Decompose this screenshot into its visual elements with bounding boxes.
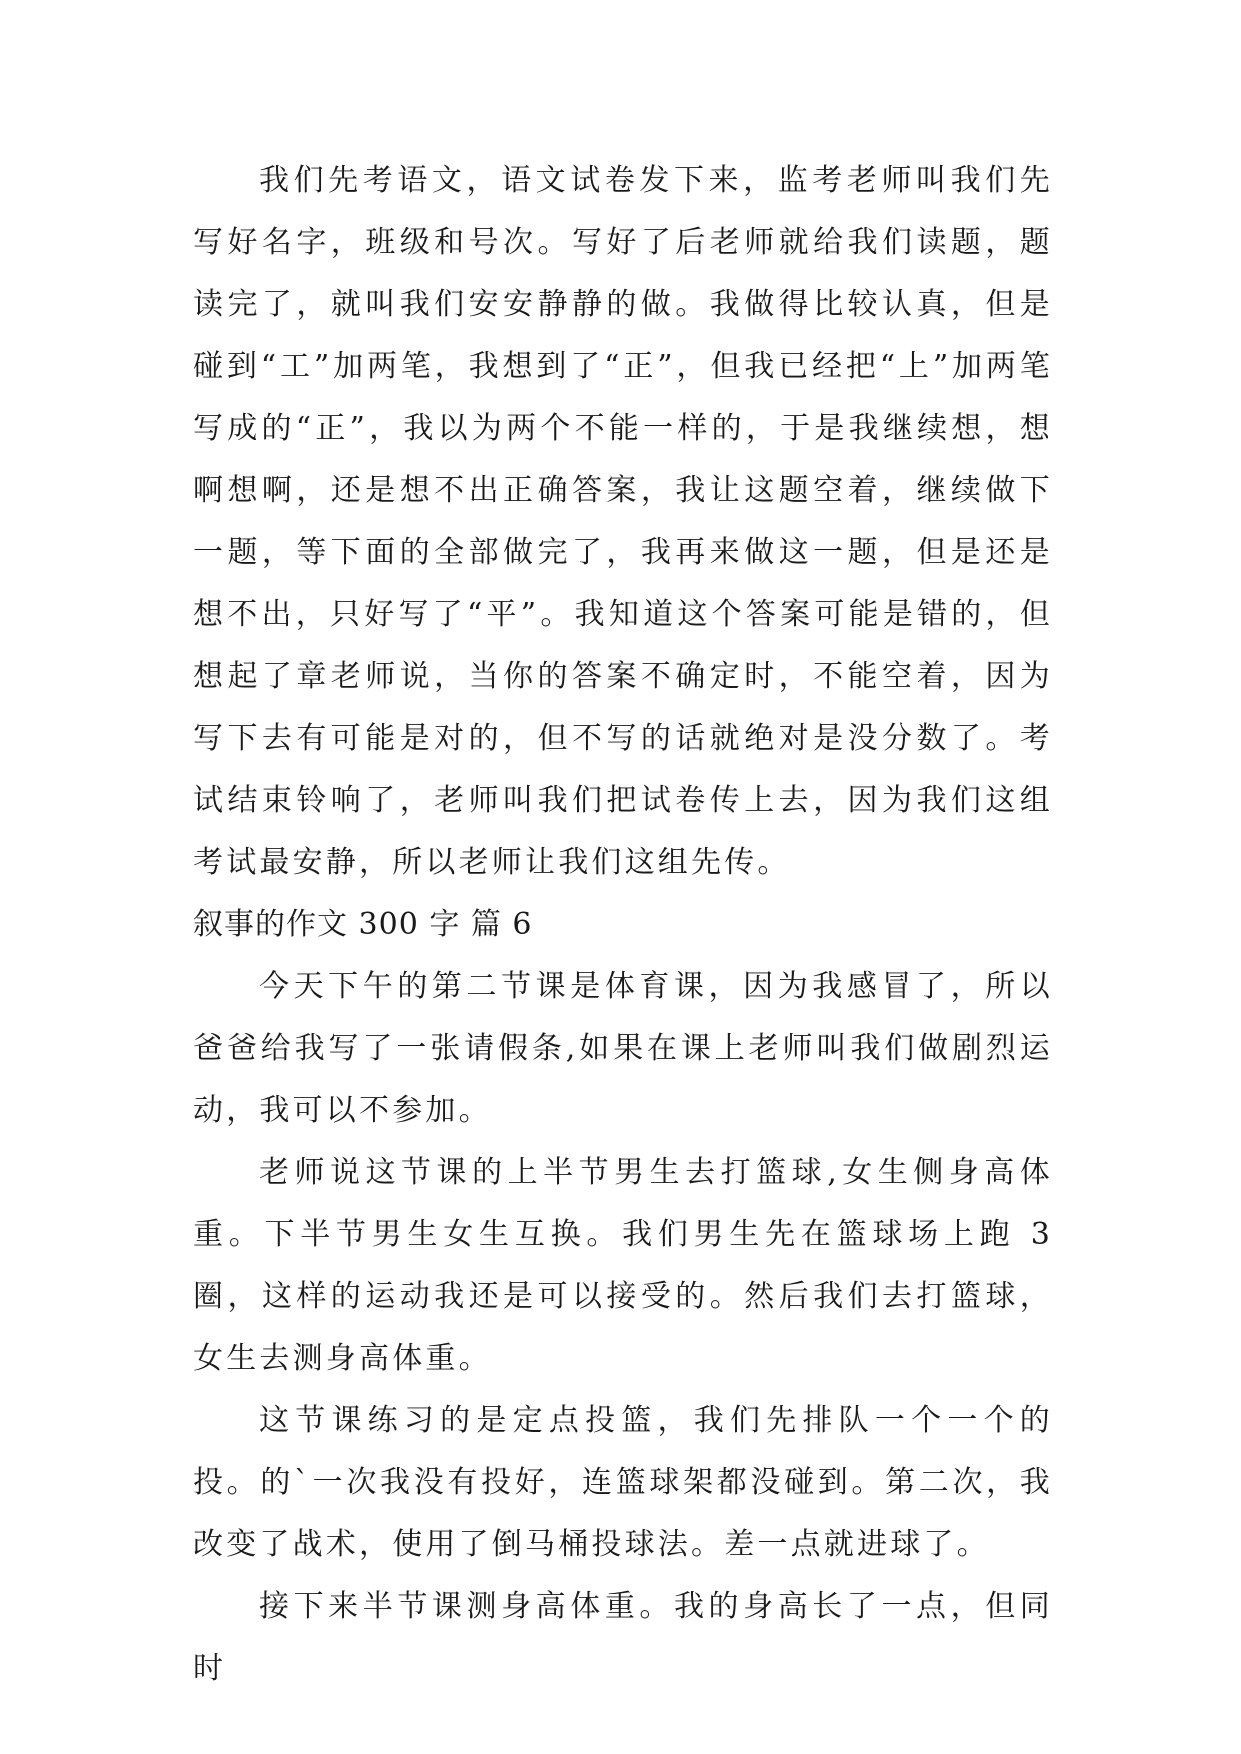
paragraph-pe-class: 今天下午的第二节课是体育课，因为我感冒了，所以爸爸给我写了一张请假条,如果在课上老师叫我们做剧烈运动，我可以不参加。 [193,969,1053,1128]
section-heading: 叙事的作文 300 字 篇 6 [193,907,533,942]
paragraph-measurement: 接下来半节课测身高体重。我的身高长了一点，但同时 [193,1589,1053,1686]
document-body [193,150,1053,1700]
paragraph-shooting-practice: 这节课练习的是定点投篮，我们先排队一个一个的投。的`一次我没有投好，连篮球架都没碰到。第二次，我改变了战术，使用了倒马桶投球法。差一点就进球了。 [193,1403,1053,1562]
paragraph-teacher-plan: 老师说这节课的上半节男生去打篮球,女生侧身高体重。下半节男生女生互换。我们男生先在篮球场上跑 3 圈，这样的运动我还是可以接受的。然后我们去打篮球，女生去测身高体重。 [193,1155,1053,1376]
paragraph-exam: 我们先考语文，语文试卷发下来，监考老师叫我们先写好名字，班级和号次。写好了后老师就给我们读题，题读完了，就叫我们安安静静的做。我做得比较认真，但是碰到“工”加两笔，我想到了“正”，但我已经把“上”加两笔写成的“正”，我以为两个不能一样的，于是我继续想，想啊想啊，还是想不出正确答案，我让这题空着，继续做下一题，等下面的全部做完了，我再来做这一题，但是还是想不出，只好写了“平”。我知道这个答案可能是错的，但想起了章老师说，当你的答案不确定时，不能空着，因为写下去有可能是对的，但不写的话就绝对是没分数了。考试结束铃响了，老师叫我们把试卷传上去，因为我们这组考试最安静，所以老师让我们这组先传。 [193,163,1053,880]
